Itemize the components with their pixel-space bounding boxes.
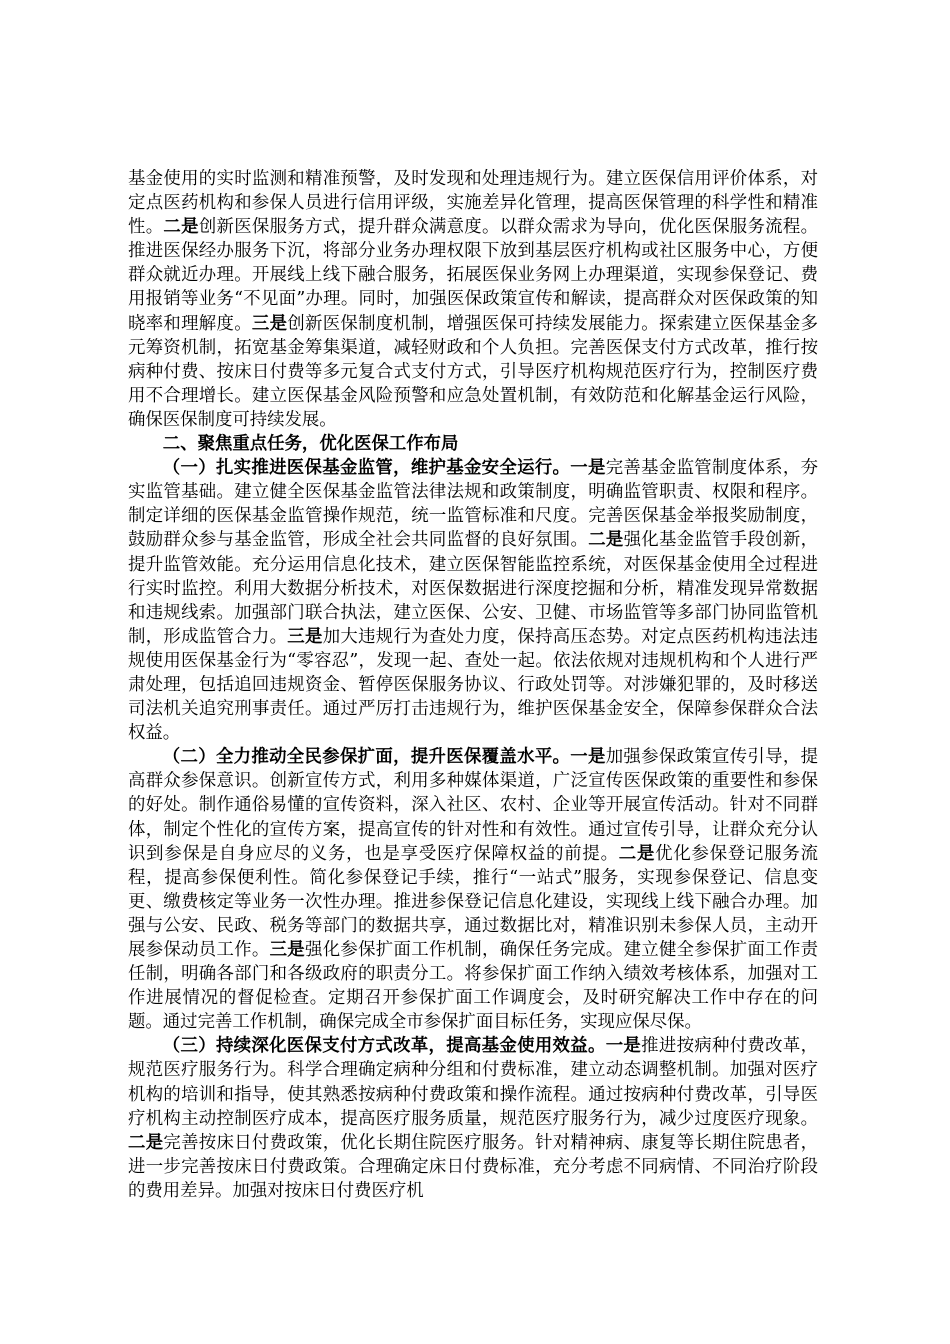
bold-lead-text: 二是 — [618, 843, 656, 864]
paragraph-payment-reform — [128, 1034, 818, 1203]
body-text: 强化基金监管手段创新，提升监管效能。充分运用信息化技术，建立医保智能监控系统，对医保基金使用全过程进行实时监控。利用大数据分析技术，对医保数据进行深度挖掘和分析，精准发现异常数据和违规线索。加强部门联合执法，建立医保、公安、卫健、市场监管等多部门协同监管机制，形成监管合力。 — [128, 530, 818, 647]
body-text: 强化参保扩面工作机制，确保任务完成。建立健全参保扩面工作责任制，明确各部门和各级政府的职责分工。将参保扩面工作纳入绩效考核体系，加强对工作进展情况的督促检查。定期召开参保扩面工作调度会，及时研究解决工作中存在的问题。通过完善工作机制，确保完成全市参保扩面目标任务，实现应保尽保。 — [128, 940, 818, 1033]
document-page — [128, 167, 818, 1203]
bold-lead-text: 二是 — [163, 217, 199, 238]
body-text: 创新医保服务方式，提升群众满意度。以群众需求为导向，优化医保服务流程。推进医保经办服务下沉，将部分业务办理权限下放到基层医疗机构或社区服务中心，方便群众就近办理。开展线上线下融合服务，拓展医保业务网上办理渠道，实现参保登记、费用报销等业务“不见面”办理。同时，加强医保政策宣传和解读，提高群众对医保政策的知晓率和理解度。 — [128, 217, 818, 334]
bold-lead-text: （二）全力推动全民参保扩面，提升医保覆盖水平。 — [162, 747, 571, 768]
body-text: 优化参保登记服务流程，提高参保便利性。简化参保登记手续，推行“一站式”服务，实现参保登记、信息变更、缴费核定等业务一次性办理。推进参保登记信息化建设，实现线上线下融合办理。加强与公安、民政、税务等部门的数据共享，通过数据比对，精准识别未参保人员，主动开展参保动员工作。 — [128, 843, 818, 960]
bold-lead-text: 三是 — [269, 940, 305, 960]
body-text: 创新医保制度机制，增强医保可持续发展能力。探索建立医保基金多元筹资机制，拓宽基金筹集渠道，减轻财政和个人负担。完善医保支付方式改革，推行按病种付费、按床日付费等多元复合式支付方式，引导医疗机构规范医疗行为，控制医疗费用不合理增长。建立医保基金风险预警和应急处置机制，有效防范和化解基金运行风险，确保医保制度可持续发展。 — [128, 313, 818, 430]
paragraph-fund-supervision — [128, 456, 818, 745]
bold-lead-text: 三是 — [251, 313, 288, 334]
body-text: 基金使用的实时监测和精准预警，及时发现和处理违规行为。建立医保信用评价体系，对定点医药机构和参保人员进行信用评级，实施差异化管理，提高医保管理的科学性和精准性。 — [128, 169, 818, 238]
body-text: 完善基金监管制度体系，夯实监管基础。建立健全医保基金监管法律法规和政策制度，明确监管职责、权限和程序。制定详细的医保基金监管操作规范，统一监管标准和尺度。完善医保基金举报奖励制度，鼓励群众参与基金监管，形成全社会共同监督的良好氛围。 — [128, 458, 818, 551]
bold-lead-text: 一是 — [605, 1036, 642, 1057]
paragraph-universal-insurance — [128, 745, 818, 1034]
bold-lead-text: 三是 — [287, 626, 323, 647]
bold-lead-text: 一是 — [570, 458, 606, 479]
paragraph-innovation-measures — [128, 167, 818, 432]
bold-lead-text: 一是 — [570, 747, 606, 768]
body-text: 推进按病种付费改革，规范医疗服务行为。科学合理确定病种分组和付费标准，建立动态调整机制。加强对医疗机构的培训和指导，使其熟悉按病种付费政策和操作流程。通过按病种付费改革，引导医疗机构主动控制医疗成本，提高医疗服务质量，规范医疗服务行为，减少过度医疗现象。 — [128, 1036, 818, 1129]
body-text: 加大违规行为查处力度，保持高压态势。对定点医药机构违法违规使用医保基金行为“零容忍”，发现一起、查处一起。依法依规对违规机构和个人进行严肃处理，包括追回违规资金、暂停医保服务协议、行政处罚等。对涉嫌犯罪的，及时移送司法机关追究刑事责任。通过严厉打击违规行为，维护医保基金安全，保障参保群众合法权益。 — [128, 626, 818, 744]
bold-lead-text: （三）持续深化医保支付方式改革，提高基金使用效益。 — [162, 1036, 606, 1057]
bold-lead-text: 二、聚焦重点任务，优化医保工作布局 — [162, 434, 459, 455]
bold-lead-text: 二是 — [128, 1132, 164, 1153]
bold-lead-text: （一）扎实推进医保基金监管，维护基金安全运行。 — [162, 458, 571, 479]
section-heading-two — [128, 432, 818, 456]
bold-lead-text: 二是 — [588, 530, 624, 551]
body-text: 加强参保政策宣传引导，提高群众参保意识。创新宣传方式，利用多种媒体渠道，广泛宣传医保政策的重要性和参保的好处。制作通俗易懂的宣传资料，深入社区、农村、企业等开展宣传活动。针对不同群体，制定个性化的宣传方案，提高宣传的针对性和有效性。通过宣传引导，让群众充分认识到参保是自身应尽的义务，也是享受医疗保障权益的前提。 — [128, 747, 818, 864]
body-text: 完善按床日付费政策，优化长期住院医疗服务。针对精神病、康复等长期住院患者，进一步完善按床日付费政策。合理确定床日付费标准，充分考虑不同病情、不同治疗阶段的费用差异。加强对按床日付费医疗机 — [128, 1132, 818, 1201]
